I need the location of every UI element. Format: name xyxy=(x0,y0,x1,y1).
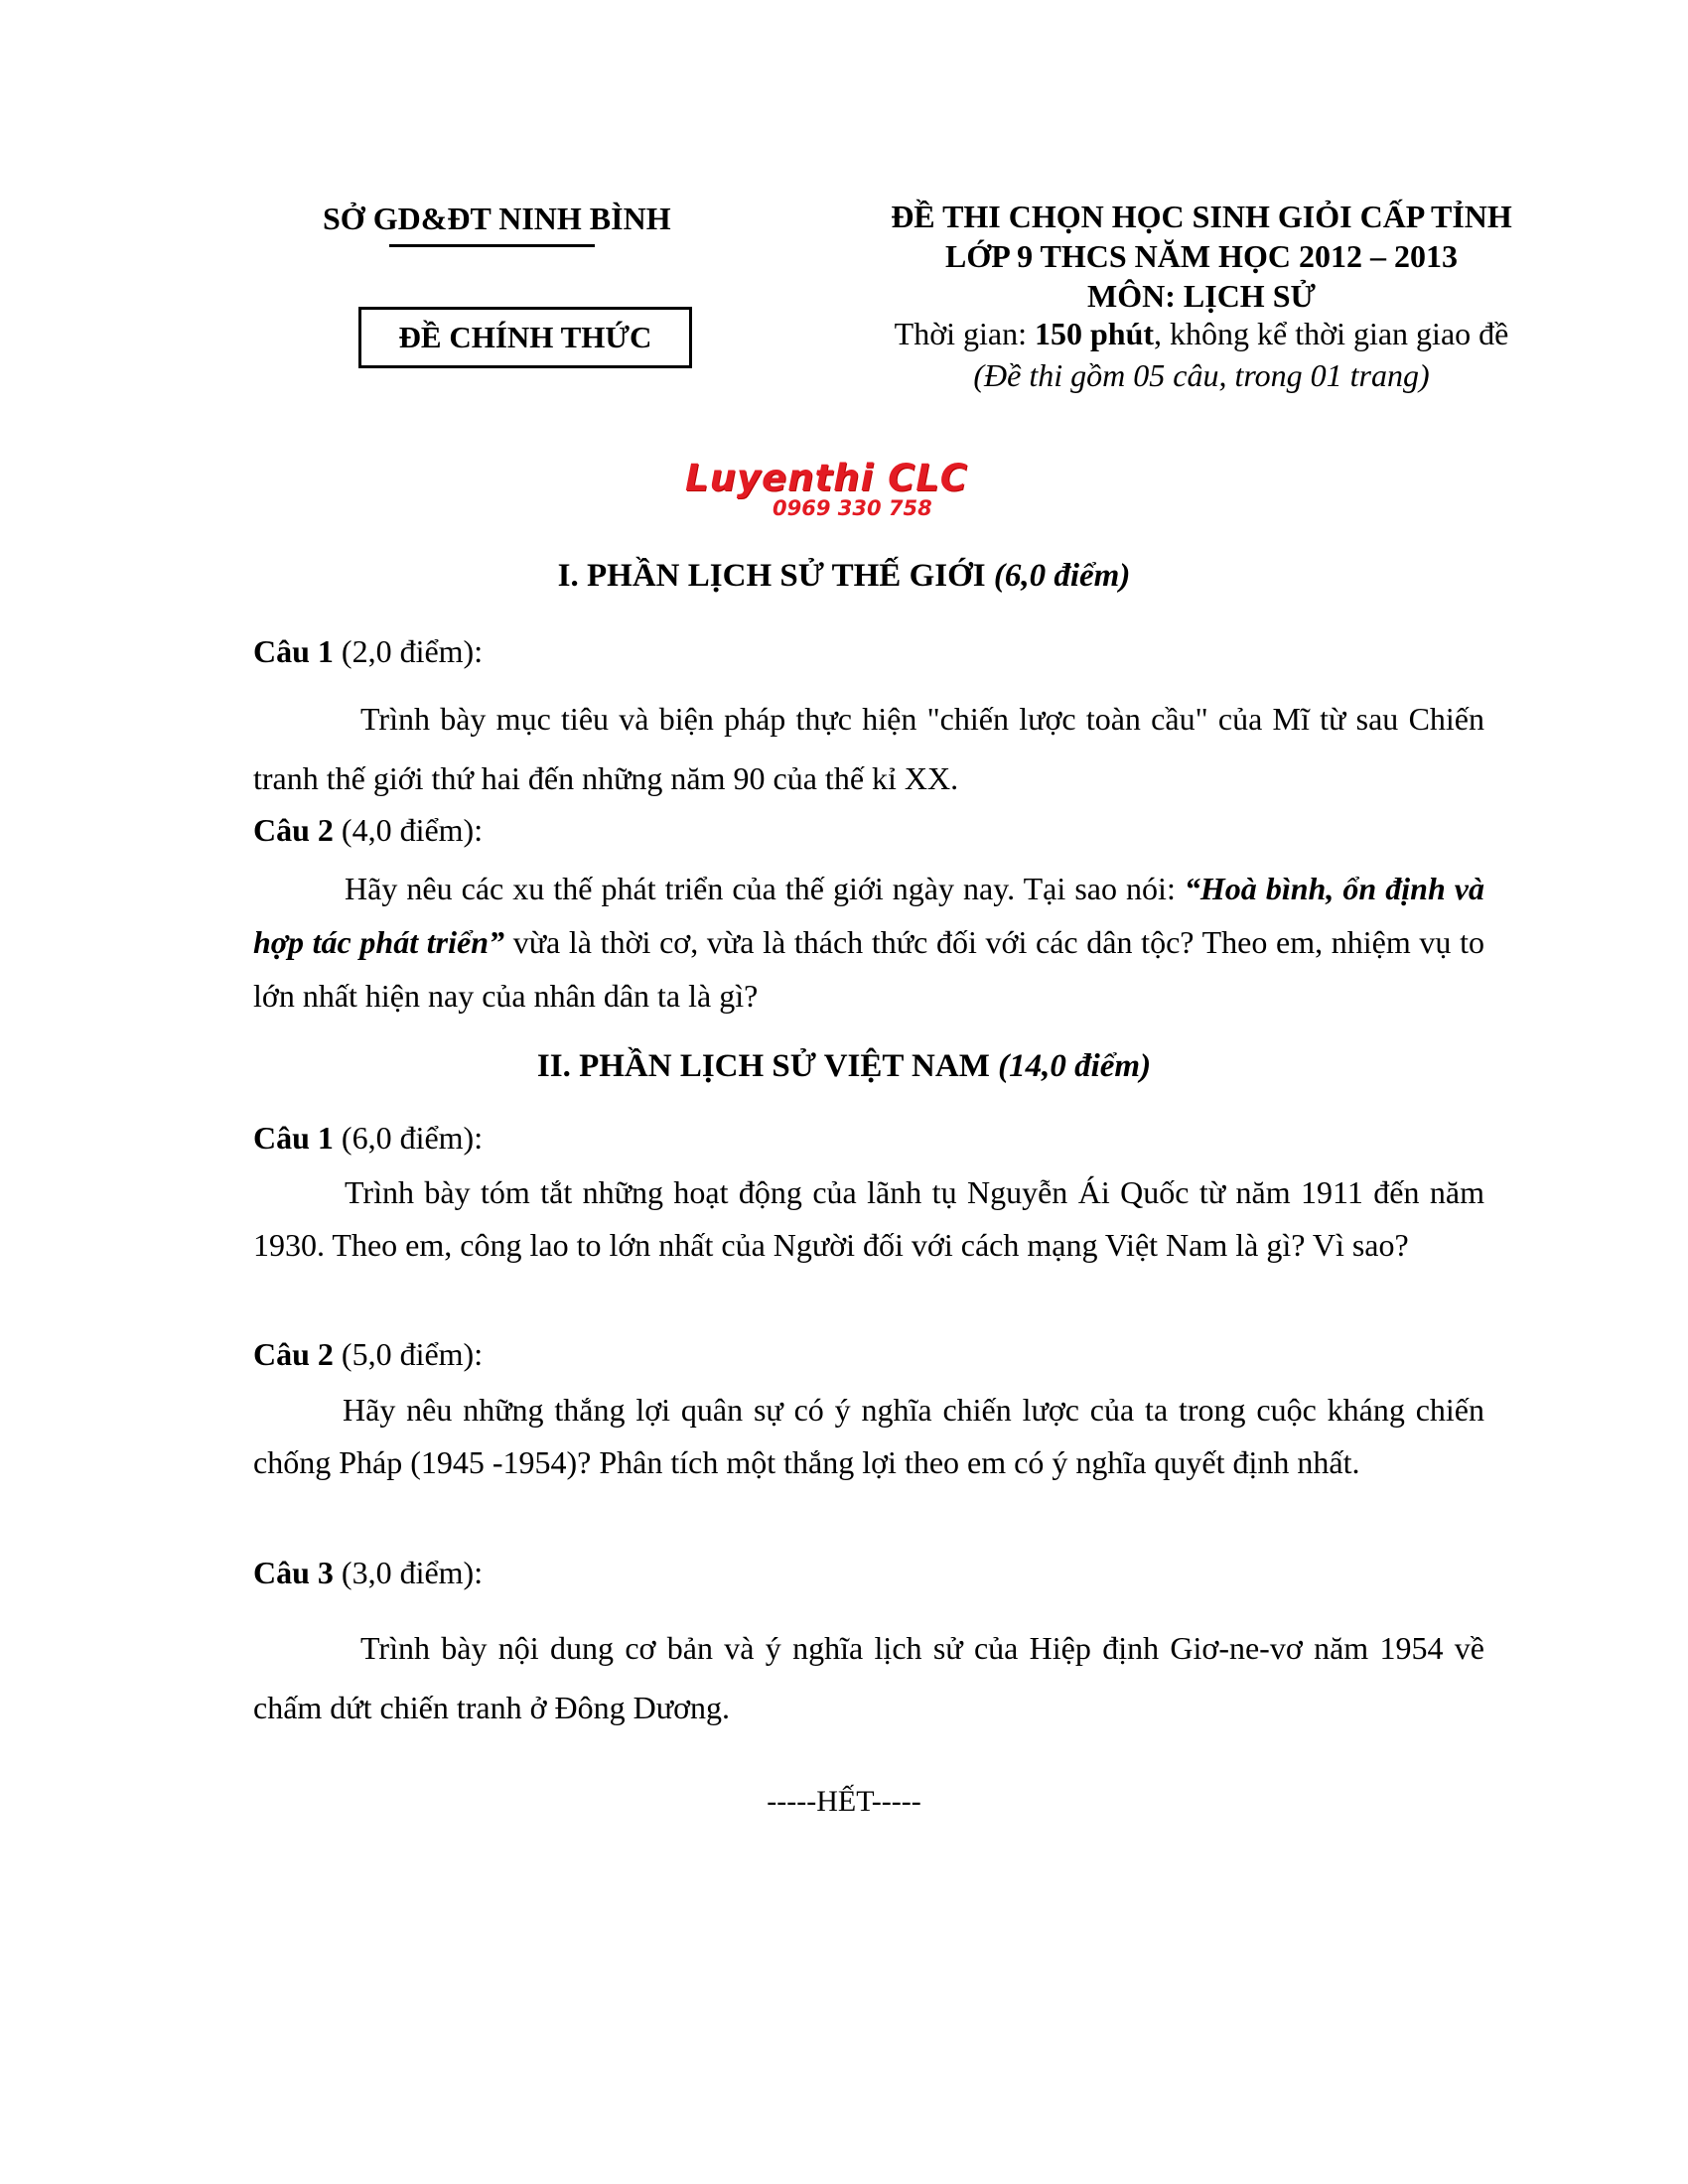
department-underline xyxy=(389,244,595,247)
question-label xyxy=(253,633,483,670)
department-name: SỞ GD&ĐT NINH BÌNH xyxy=(323,201,671,236)
end-mark: -----HẾT----- xyxy=(767,1785,921,1818)
question-number: Câu 1 xyxy=(253,633,334,669)
question-points: (6,0 điểm): xyxy=(333,1120,484,1156)
section-2-title-text: II. PHẦN LỊCH SỬ VIỆT NAM xyxy=(536,1048,999,1084)
section-1-title xyxy=(0,558,1688,595)
exam-grade: LỚP 9 THCS NĂM HỌC 2012 – 2013 xyxy=(945,238,1458,274)
section-2-title xyxy=(0,1048,1688,1085)
exam-title: ĐỀ THI CHỌN HỌC SINH GIỎI CẤP TỈNH xyxy=(891,199,1512,234)
question-number: Câu 2 xyxy=(253,812,334,848)
question-text-part: vừa là thời cơ, vừa là thách thức đối với các dân tộc? Theo em, nhiệm vụ to lớn nhất hiện nay của nhân dân ta là gì? xyxy=(253,924,1484,1014)
exam-time-value: 150 phút xyxy=(1035,316,1155,351)
question-quote: “Hoà bình, ổn định và hợp tác phát triển” xyxy=(253,871,1485,960)
official-label: ĐỀ CHÍNH THỨC xyxy=(398,320,652,354)
question-points: (4,0 điểm): xyxy=(333,812,484,848)
question-number: Câu 3 xyxy=(253,1555,334,1590)
question-text: Trình bày mục tiêu và biện pháp thực hiện "chiến lược toàn cầu" của Mĩ từ sau Chiến tranh thế giới thứ hai đến những năm 90 của thế kỉ XX. xyxy=(253,701,1484,796)
question-label xyxy=(253,1120,483,1157)
exam-subject: MÔN: LỊCH SỬ xyxy=(1087,278,1316,314)
exam-time-prefix: Thời gian: xyxy=(894,316,1035,351)
question-points: (3,0 điểm): xyxy=(333,1555,484,1590)
question-text: Trình bày tóm tắt những hoạt động của lãnh tụ Nguyễn Ái Quốc từ năm 1911 đến năm 1930. Theo em, công lao to lớn nhất của Người đối với cách mạng Việt Nam là gì? Vì sao? xyxy=(253,1174,1484,1263)
question-label xyxy=(253,812,483,849)
question-text: Hãy nêu những thắng lợi quân sự có ý nghĩa chiến lược của ta trong cuộc kháng chiến chống Pháp (1945 -1954)? Phân tích một thắng lợi theo em có ý nghĩa quyết định nhất. xyxy=(253,1392,1484,1480)
section-1-title-text: I. PHẦN LỊCH SỬ THẾ GIỚI xyxy=(557,558,994,594)
exam-time-suffix: , không kể thời gian giao đề xyxy=(1154,316,1509,351)
exam-note: (Đề thi gồm 05 câu, trong 01 trang) xyxy=(973,357,1430,393)
section-1-points: (6,0 điểm) xyxy=(993,558,1131,594)
question-points: (5,0 điểm): xyxy=(333,1336,484,1372)
question-points: (2,0 điểm): xyxy=(333,633,484,669)
official-label-box xyxy=(358,307,692,368)
question-number: Câu 2 xyxy=(253,1336,334,1372)
question-text xyxy=(253,862,1484,1023)
question-text: Trình bày nội dung cơ bản và ý nghĩa lịch sử của Hiệp định Giơ-ne-vơ năm 1954 về chấm dứt chiến tranh ở Đông Dương. xyxy=(253,1630,1484,1725)
question-label xyxy=(253,1555,483,1591)
watermark-logo xyxy=(685,457,1003,518)
question-label xyxy=(253,1336,483,1373)
question-number: Câu 1 xyxy=(253,1120,334,1156)
question-text-part: Hãy nêu các xu thế phát triển của thế giới ngày nay. Tại sao nói: xyxy=(345,871,1185,906)
exam-time xyxy=(834,316,1569,352)
section-2-points: (14,0 điểm) xyxy=(998,1048,1152,1084)
watermark-phone: 0969 330 758 xyxy=(773,496,932,520)
watermark-name: Luyenthi CLC xyxy=(685,457,968,499)
